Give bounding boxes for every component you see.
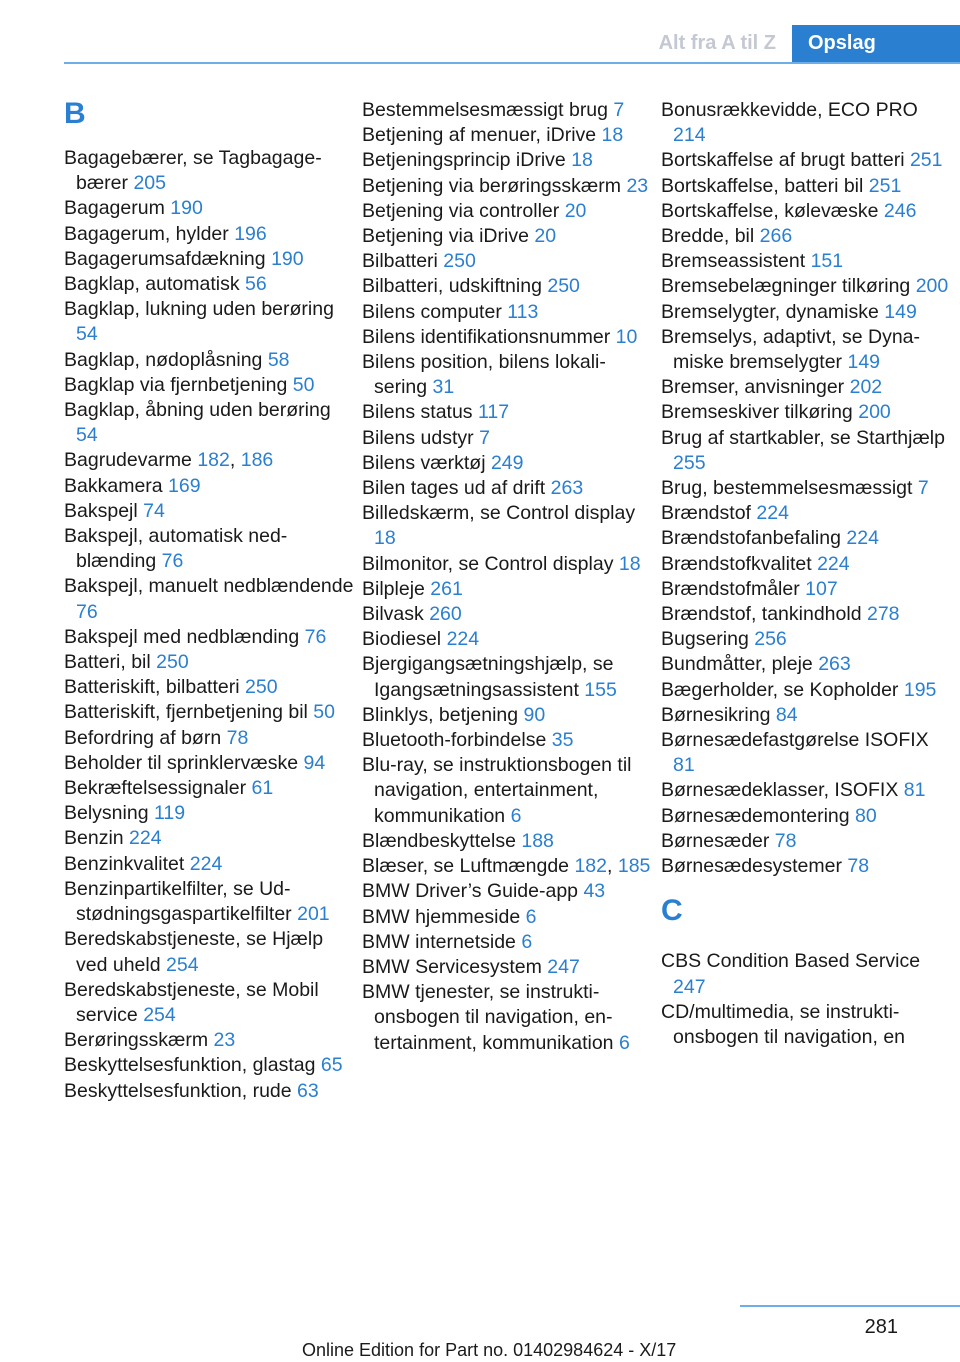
index-term: Bilmonitor, se Control display (362, 552, 614, 575)
page-reference-link[interactable]: 117 (477, 401, 510, 424)
index-term: Brændstof, tankindhold (661, 603, 862, 626)
page-reference-link[interactable]: 76 (304, 625, 327, 648)
page-reference-link[interactable]: 23 (213, 1029, 236, 1052)
page-reference-link[interactable]: 20 (564, 199, 587, 222)
index-term: Benzinpartikelfilter, se Udstødningsgaspartikelfilter (64, 877, 292, 926)
page-reference-link[interactable]: 78 (847, 855, 870, 878)
index-term: Batteriskift, bilbatteri (64, 676, 240, 699)
index-entry (64, 877, 354, 927)
index-term: BMW Servicesystem (362, 955, 542, 978)
page-reference-link[interactable]: 18 (618, 552, 641, 575)
index-entry (362, 627, 652, 652)
index-term: Brug, bestemmelsesmæssigt (661, 477, 913, 500)
index-term: Bluetooth-forbindelse (362, 729, 547, 752)
index-term: Bakspejl, manuelt nedblændende (64, 575, 354, 598)
index-entry (64, 675, 354, 700)
page-reference-link[interactable]: 54 (76, 424, 98, 447)
index-term: Betjening via berøringsskærm (362, 174, 622, 197)
index-term: Betjening via iDrive (362, 225, 529, 248)
page-reference-link[interactable]: 247 (673, 975, 706, 998)
index-entry (661, 577, 951, 602)
index-term: Blændbeskyttelse (362, 829, 516, 852)
index-term: Bredde, bil (661, 225, 755, 248)
page-reference-link[interactable]: 113 (507, 300, 539, 323)
index-entry (661, 224, 951, 249)
index-term: Bestemmelsesmæssigt brug (362, 99, 608, 121)
index-term: Benzinkvalitet (64, 852, 185, 875)
index-term: Batteri, bil (64, 651, 151, 674)
index-term: Bagklap, automatisk (64, 273, 240, 296)
index-entry (64, 574, 354, 624)
page-reference-link[interactable]: 7 (479, 426, 490, 449)
page-reference-link[interactable]: 50 (292, 373, 315, 396)
index-entry (661, 476, 951, 501)
page-reference-link[interactable]: 205 (133, 172, 166, 195)
page-reference-link[interactable]: 149 (847, 351, 881, 374)
page-reference-link[interactable]: 263 (550, 477, 584, 500)
page-reference-link[interactable]: 20 (534, 225, 557, 248)
index-entry (661, 652, 951, 677)
index-term: BMW internetside (362, 930, 516, 953)
index-entry (362, 325, 652, 350)
index-entry (661, 778, 951, 803)
index-term: Bortskaffelse, batteri bil (661, 174, 864, 197)
page-reference-link[interactable]: 81 (673, 754, 695, 777)
index-entry (362, 753, 652, 829)
page-reference-link[interactable]: 246 (883, 199, 917, 222)
index-entry (64, 801, 354, 826)
index-term: Bagklap, åbning uden berøring (64, 399, 331, 422)
index-entry (64, 1053, 354, 1078)
index-entry (64, 247, 354, 272)
index-entry (362, 905, 652, 930)
index-term: Bilens position, bilens lokalisering (362, 351, 606, 399)
page-reference-link[interactable]: 260 (429, 603, 462, 626)
index-entry (661, 148, 951, 173)
index-term: Bundmåtter, pleje (661, 653, 813, 676)
index-column-3 (661, 98, 951, 1050)
index-term: Bagklap, lukning uden berøring (64, 298, 334, 321)
index-entry (64, 348, 354, 373)
index-term: Bilen tages ud af drift (362, 477, 546, 500)
index-term: Bagklap, nødoplåsning (64, 348, 263, 371)
page-reference-link[interactable]: 18 (374, 527, 396, 550)
index-entry (661, 703, 951, 728)
page-reference-link[interactable]: 263 (818, 653, 851, 676)
page-reference-link[interactable]: 7 (917, 477, 929, 500)
index-term: Belysning (64, 802, 149, 825)
page-reference-link[interactable]: 254 (143, 1003, 176, 1026)
index-entry (362, 879, 652, 904)
index-entry (362, 930, 652, 955)
page-reference-link[interactable]: 251 (868, 174, 902, 197)
page-reference-link[interactable]: 76 (161, 550, 184, 573)
index-term: Børnesædeklasser, ISOFIX (661, 779, 899, 802)
index-entry (362, 476, 652, 501)
index-entry (661, 274, 951, 299)
section-title: Alt fra A til Z (658, 32, 776, 54)
page-reference-link[interactable]: 155 (584, 678, 617, 701)
page-reference-link[interactable]: 6 (525, 905, 537, 928)
index-term: Børnesikring (661, 703, 771, 726)
page-reference-link[interactable]: 149 (884, 300, 917, 323)
index-term: Blinklys, betjening (362, 703, 519, 726)
page-reference-link[interactable]: 186 (240, 449, 274, 472)
page-reference-link[interactable]: 202 (849, 376, 883, 399)
page-reference-link[interactable]: 35 (551, 729, 574, 752)
index-term: Beholder til sprinklervæske (64, 751, 299, 774)
page-reference-link[interactable]: 74 (143, 499, 165, 522)
index-entry (64, 751, 354, 776)
index-term: Befordring af børn (64, 726, 222, 749)
index-entry (362, 400, 652, 425)
page-reference-link[interactable]: 185 (617, 855, 651, 878)
header-rule (64, 62, 960, 64)
index-entry (661, 552, 951, 577)
index-term: Bremseassistent (661, 250, 806, 273)
index-entry (64, 474, 354, 499)
index-entry (64, 978, 354, 1028)
page-number: 281 (864, 1316, 898, 1338)
index-term: CBS Condition Based Service (661, 950, 921, 973)
index-term: BMW hjemmeside (362, 905, 521, 928)
index-entry: Blæser, se Luftmængde 182, 185 (362, 855, 651, 878)
index-entry (64, 222, 354, 247)
page-reference-link[interactable]: 54 (76, 323, 98, 346)
page-reference-link[interactable]: 256 (754, 628, 787, 651)
index-entry (64, 726, 354, 751)
index-term: Børnesædefastgørelse ISOFIX (661, 729, 929, 752)
index-entry (64, 297, 354, 347)
index-term: Bilens identifikationsnummer (362, 325, 611, 348)
index-entry (362, 980, 652, 1056)
index-term: Børnesæder (661, 829, 770, 852)
index-entry (661, 627, 951, 652)
index-entry (362, 123, 652, 148)
index-entry (64, 373, 354, 398)
index-term: Billedskærm, se Control display (362, 502, 636, 525)
page-reference-link[interactable]: 196 (234, 222, 267, 245)
index-entry (362, 174, 652, 199)
index-term: Bekræftelsessignaler (64, 777, 247, 800)
page-reference-link[interactable]: 23 (626, 174, 649, 197)
index-term: Berøringsskærm (64, 1029, 209, 1052)
index-term: Bægerholder, se Kopholder (661, 678, 899, 701)
index-term: Bagrudevarme (64, 449, 192, 472)
index-term: Bjergigangsætningshjælp, se Igangsætningsassistent (362, 653, 614, 701)
page-reference-link[interactable]: 224 (129, 827, 162, 850)
index-term: Bortskaffelse af brugt batteri (661, 149, 905, 172)
index-entry (64, 625, 354, 650)
page-reference-link[interactable]: 201 (297, 903, 330, 926)
index-entry (362, 350, 652, 400)
index-entry (64, 776, 354, 801)
index-entry (661, 1000, 951, 1050)
index-entry (64, 196, 354, 221)
page-reference-link[interactable]: 200 (915, 275, 949, 298)
page-reference-link[interactable]: 182 (197, 449, 230, 472)
index-entry (362, 249, 652, 274)
page-reference-link[interactable]: 10 (615, 325, 638, 348)
index-entry (362, 148, 652, 173)
page-reference-link[interactable]: 188 (521, 829, 554, 852)
page-reference-link[interactable]: 31 (432, 376, 455, 399)
index-term: Bilvask (362, 603, 424, 626)
index-entry (661, 426, 951, 476)
index-term: Blu-ray, se instruktionsbogen til navigation, entertainment, kommunikation (362, 754, 632, 827)
index-entry (661, 728, 951, 778)
index-term: Brug af startkabler, se Starthjælp (661, 426, 945, 449)
page-reference-link[interactable]: 61 (251, 777, 274, 800)
index-term: Bilens udstyr (362, 426, 474, 449)
index-entry (661, 325, 951, 375)
index-term: Brændstof (661, 502, 751, 525)
index-term: Bakspejl, automatisk nedblænding (64, 525, 288, 573)
page-reference-link[interactable]: 190 (271, 247, 304, 270)
index-entry (64, 499, 354, 524)
index-term: Betjeningsprincip iDrive (362, 149, 566, 172)
index-entry (661, 375, 951, 400)
page-reference-link[interactable]: 251 (909, 149, 943, 172)
index-entry (64, 398, 354, 448)
page-reference-link[interactable]: 250 (156, 651, 189, 674)
index-entry (362, 552, 652, 577)
index-entry (661, 678, 951, 703)
index-term: Blæser, se Luftmængde (362, 855, 570, 878)
index-term: Bilens værktøj (362, 451, 486, 474)
index-entry (64, 1028, 354, 1053)
index-entry (661, 804, 951, 829)
page-reference-link[interactable]: 63 (297, 1079, 319, 1102)
page-reference-link[interactable]: 6 (510, 804, 522, 827)
index-entry (362, 426, 652, 451)
index-term: Beskyttelsesfunktion, glastag (64, 1054, 316, 1077)
index-term: Benzin (64, 827, 124, 850)
index-entry (661, 854, 951, 879)
page-reference-link[interactable]: 18 (571, 149, 593, 172)
index-term: BMW Driver’s Guide-app (362, 880, 579, 903)
page-reference-link[interactable]: 224 (446, 628, 480, 651)
index-term: Betjening af menuer, iDrive (362, 124, 597, 147)
index-term: Bilens computer (362, 300, 502, 323)
page-reference-link[interactable]: 278 (866, 603, 900, 626)
index-term: Bagklap via fjernbetjening (64, 373, 288, 396)
page-reference-link[interactable]: 250 (245, 676, 278, 699)
index-entry (64, 852, 354, 877)
page-reference-link[interactable]: 195 (903, 678, 937, 701)
page-reference-link[interactable]: 224 (756, 502, 789, 525)
index-entry (362, 829, 652, 854)
index-column-1 (64, 98, 354, 1104)
page-reference-link[interactable]: 169 (168, 474, 201, 497)
index-term: Bilens status (362, 401, 473, 424)
index-term: Biodiesel (362, 628, 442, 651)
index-term: Bremser, anvisninger (661, 376, 845, 399)
index-entry (661, 602, 951, 627)
page-reference-link[interactable]: 6 (618, 1031, 630, 1054)
page-reference-link[interactable]: 214 (673, 124, 706, 147)
page-reference-link[interactable]: 254 (166, 953, 199, 976)
index-entry (64, 524, 354, 574)
index-entry (64, 650, 354, 675)
page-reference-link[interactable]: 58 (267, 348, 290, 371)
index-term: Bonusrækkevidde, ECO PRO (661, 99, 918, 121)
index-entry (362, 703, 652, 728)
page-reference-link[interactable]: 84 (775, 703, 798, 726)
page-reference-link[interactable]: 90 (523, 703, 546, 726)
page-reference-link[interactable]: 247 (547, 955, 580, 978)
index-term: Børnesædemontering (661, 804, 850, 827)
index-entry (362, 274, 652, 299)
index-term: Bremseskiver tilkøring (661, 401, 853, 424)
page-reference-link[interactable]: 261 (430, 577, 463, 600)
index-term: Bagagerumsafdækning (64, 247, 266, 270)
index-entry (661, 526, 951, 551)
index-term: Bakspejl (64, 499, 138, 522)
page-reference-link[interactable]: 18 (601, 124, 624, 147)
page-reference-link[interactable]: 250 (547, 275, 580, 298)
index-entry (661, 949, 951, 999)
index-term: Bremselys, adaptivt, se Dynamiske bremselygter (661, 325, 921, 374)
page-reference-link[interactable]: 81 (903, 779, 926, 802)
index-entry (362, 577, 652, 602)
page-reference-link[interactable]: 224 (846, 527, 879, 550)
page-reference-link[interactable]: 80 (855, 804, 877, 827)
index-term: Brændstofmåler (661, 577, 800, 600)
page-reference-link[interactable]: 255 (673, 451, 706, 474)
index-letter-heading: B (64, 97, 86, 130)
index-entry (362, 98, 652, 123)
index-entry (362, 501, 652, 551)
page-reference-link[interactable]: 200 (858, 401, 891, 424)
index-term: CD/multimedia, se instruktionsbogen til navigation, en (661, 1000, 906, 1048)
index-term: Bilpleje (362, 577, 425, 600)
page-reference-link[interactable]: 224 (189, 852, 223, 875)
page-reference-link[interactable]: 94 (303, 751, 326, 774)
index-entry (362, 199, 652, 224)
page-reference-link[interactable]: 78 (774, 829, 797, 852)
footer-edition: Online Edition for Part no. 01402984624 - X/17 (302, 1340, 677, 1360)
index-term: Bortskaffelse, kølevæske (661, 199, 879, 222)
index-term: Beredskabstjeneste, se Hjælp ved uheld (64, 928, 324, 976)
index-entry (64, 146, 354, 196)
index-term: Brændstofanbefaling (661, 527, 841, 550)
index-column-2 (362, 98, 652, 1056)
chapter-tab[interactable]: Opslag (792, 25, 960, 62)
index-term: Bagagerum, hylder (64, 222, 229, 245)
index-entry (362, 728, 652, 753)
index-term: Batteriskift, fjernbetjening bil (64, 701, 308, 724)
index-term: Beskyttelsesfunktion, rude (64, 1079, 292, 1102)
index-entry (661, 249, 951, 274)
page-reference-link[interactable]: 224 (817, 552, 850, 575)
index-entry (362, 652, 652, 702)
page-reference-link[interactable]: 56 (245, 273, 267, 296)
footer-rule (740, 1305, 960, 1307)
page-reference-link[interactable]: 50 (313, 701, 335, 724)
index-entry (64, 826, 354, 851)
index-entry (64, 927, 354, 977)
header-bar (643, 25, 960, 62)
index-term: Bremselygter, dynamiske (661, 300, 879, 323)
index-entry (661, 501, 951, 526)
index-term: Bilbatteri, udskiftning (362, 275, 542, 298)
page-reference-link[interactable]: 250 (443, 250, 476, 273)
index-entry (362, 300, 652, 325)
index-term: Bremsebelægninger tilkøring (661, 275, 911, 298)
page-reference-link[interactable]: 151 (810, 250, 844, 273)
index-entry (362, 602, 652, 627)
page-reference-link[interactable]: 78 (226, 726, 249, 749)
index-entry (661, 174, 951, 199)
index-entry (661, 829, 951, 854)
index-entry (661, 98, 951, 148)
index-entry (661, 300, 951, 325)
index-entry (362, 224, 652, 249)
index-entry (64, 272, 354, 297)
index-term: Bugsering (661, 628, 749, 651)
page-reference-link[interactable]: 65 (320, 1054, 343, 1077)
index-entry (362, 955, 652, 980)
index-term: Bakkamera (64, 474, 163, 497)
index-letter-heading: C (661, 894, 683, 928)
index-term: Bagagerum (64, 197, 165, 220)
page-reference-link[interactable]: 43 (583, 880, 606, 903)
page-reference-link[interactable]: 119 (153, 802, 186, 825)
index-term: Bilbatteri (362, 250, 438, 273)
index-term: Børnesædesystemer (661, 855, 842, 878)
index-term: Betjening via controller (362, 199, 560, 222)
index-term: Brændstofkvalitet (661, 552, 812, 575)
page-reference-link[interactable]: 107 (805, 577, 838, 600)
index-term: BMW tjenester, se instruktionsbogen til navigation, entertainment, kommunikation (362, 981, 614, 1054)
index-entry (64, 700, 354, 725)
index-term: Beredskabstjeneste, se Mobil service (64, 978, 319, 1026)
index-entry (661, 400, 951, 425)
index-term: Bakspejl med nedblænding (64, 625, 300, 648)
page-reference-link[interactable]: 7 (613, 99, 625, 121)
index-term: Bagagebærer, se Tagbagagebærer (64, 147, 322, 195)
index-entry: Bagrudevarme 182, 186 (64, 449, 274, 472)
page-reference-link[interactable]: 249 (490, 451, 524, 474)
page-reference-link[interactable]: 190 (170, 197, 203, 220)
index-entry (64, 1079, 354, 1104)
page-reference-link[interactable]: 182 (574, 855, 607, 878)
index-entry (362, 451, 652, 476)
page-reference-link[interactable]: 266 (759, 225, 793, 248)
page-reference-link[interactable]: 6 (521, 930, 533, 953)
index-entry (661, 199, 951, 224)
page-reference-link[interactable]: 76 (76, 600, 98, 623)
